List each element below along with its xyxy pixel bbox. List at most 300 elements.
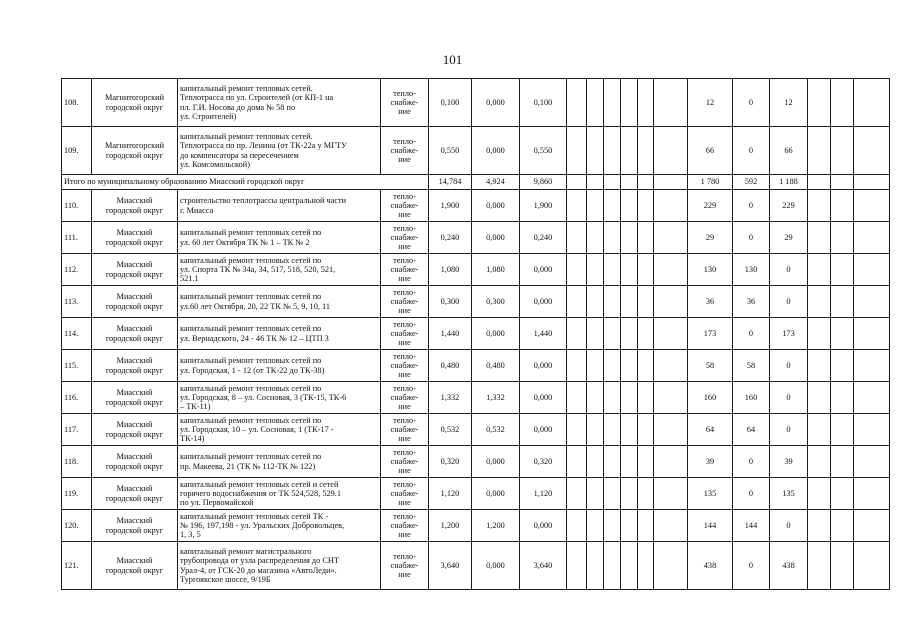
amount-cell-3: 66 xyxy=(770,127,808,175)
amount-cell-3: 173 xyxy=(770,318,808,350)
empty-cell xyxy=(831,414,854,446)
empty-cell xyxy=(567,446,587,478)
type-cell xyxy=(381,190,429,222)
empty-cell xyxy=(654,542,688,590)
type-cell-line: снабже- xyxy=(390,200,419,210)
municipality-cell xyxy=(92,350,178,382)
empty-cell xyxy=(604,175,621,190)
description-cell-line: строительство теплотрассы центральной части xyxy=(180,196,347,206)
value-cell-2: 0,000 xyxy=(472,79,520,127)
empty-cell xyxy=(831,175,854,190)
type-cell-line: тепло- xyxy=(393,223,416,233)
amount-cell-3: 0 xyxy=(770,286,808,318)
description-cell-line: 521.1 xyxy=(180,274,199,284)
description-cell xyxy=(178,222,381,254)
value-cell-3: 0,320 xyxy=(520,446,567,478)
empty-cell xyxy=(808,318,831,350)
municipality-cell-line: Миасский xyxy=(116,484,153,494)
municipality-cell-line: городской округ xyxy=(105,429,164,439)
empty-cell xyxy=(808,478,831,510)
type-cell-line: ние xyxy=(398,306,411,316)
empty-cell xyxy=(621,79,638,127)
empty-cell xyxy=(567,286,587,318)
value-cell-1: 1,120 xyxy=(429,478,472,510)
empty-cell xyxy=(654,414,688,446)
empty-cell xyxy=(587,478,604,510)
type-cell-line: ние xyxy=(398,530,411,540)
value-cell-1: 0,240 xyxy=(429,222,472,254)
row-number: 111. xyxy=(62,222,92,254)
empty-cell xyxy=(854,382,890,414)
value-cell-1: 1,332 xyxy=(429,382,472,414)
description-cell-line: ул. Городская, 10 – ул. Сосновая, 1 (ТК-17 - xyxy=(180,424,334,434)
municipality-cell-line: Магнитогорский xyxy=(104,93,165,103)
municipality-cell-line: Миасский xyxy=(116,324,153,334)
empty-cell xyxy=(567,414,587,446)
municipality-cell-line: городской округ xyxy=(105,301,164,311)
empty-cell xyxy=(638,79,654,127)
description-cell-line: по ул. Первомайской xyxy=(180,498,254,508)
empty-cell xyxy=(567,350,587,382)
empty-cell xyxy=(587,286,604,318)
empty-cell xyxy=(654,79,688,127)
empty-cell xyxy=(808,222,831,254)
empty-cell xyxy=(808,382,831,414)
empty-cell xyxy=(587,175,604,190)
type-cell-line: ние xyxy=(398,210,411,220)
description-cell-line: капитальный ремонт тепловых сетей по xyxy=(180,452,322,462)
empty-cell xyxy=(604,478,621,510)
municipality-cell-line: Миасский xyxy=(116,196,153,206)
description-cell-line: Теплотрасса по пр. Ленина (от ТК-22а у МГТУ xyxy=(180,141,347,151)
description-cell xyxy=(178,542,381,590)
empty-cell xyxy=(621,382,638,414)
description-cell-line: – ТК-11) xyxy=(180,402,211,412)
municipality-cell-line: Миасский xyxy=(116,388,153,398)
amount-cell-1: 29 xyxy=(688,222,733,254)
table-row xyxy=(62,478,890,510)
subtotal-amount-2: 592 xyxy=(733,175,770,190)
type-cell-line: снабже- xyxy=(390,97,419,107)
municipality-cell-line: городской округ xyxy=(105,150,164,160)
empty-cell xyxy=(854,446,890,478)
empty-cell xyxy=(604,542,621,590)
amount-cell-3: 0 xyxy=(770,254,808,286)
amount-cell-1: 64 xyxy=(688,414,733,446)
empty-cell xyxy=(831,318,854,350)
description-cell-line: Теплотрасса по ул. Строителей (от КП-1 на xyxy=(180,93,334,103)
municipality-cell xyxy=(92,414,178,446)
empty-cell xyxy=(831,446,854,478)
amount-cell-1: 130 xyxy=(688,254,733,286)
type-cell-line: ние xyxy=(398,498,411,508)
amount-cell-3: 438 xyxy=(770,542,808,590)
amount-cell-2: 0 xyxy=(733,79,770,127)
empty-cell xyxy=(567,190,587,222)
value-cell-3: 0,000 xyxy=(520,254,567,286)
table-row xyxy=(62,254,890,286)
empty-cell xyxy=(567,127,587,175)
value-cell-1: 0,320 xyxy=(429,446,472,478)
type-cell-line: тепло- xyxy=(393,88,416,98)
type-cell-line: тепло- xyxy=(393,136,416,146)
amount-cell-1: 66 xyxy=(688,127,733,175)
empty-cell xyxy=(808,175,831,190)
amount-cell-1: 135 xyxy=(688,478,733,510)
value-cell-1: 0,532 xyxy=(429,414,472,446)
type-cell-line: снабже- xyxy=(390,232,419,242)
type-cell-line: тепло- xyxy=(393,511,416,521)
description-cell-line: 1, 3, 5 xyxy=(180,530,201,540)
empty-cell xyxy=(854,318,890,350)
empty-cell xyxy=(587,542,604,590)
type-cell-line: ние xyxy=(398,434,411,444)
type-cell xyxy=(381,542,429,590)
table-row xyxy=(62,286,890,318)
subtotal-value-2: 4,924 xyxy=(472,175,520,190)
type-cell-line: ние xyxy=(398,107,411,117)
type-cell-line: тепло- xyxy=(393,551,416,561)
municipality-cell-line: Миасский xyxy=(116,452,153,462)
empty-cell xyxy=(638,350,654,382)
subtotal-amount-3: 1 188 xyxy=(770,175,808,190)
empty-cell xyxy=(854,190,890,222)
type-cell-line: тепло- xyxy=(393,191,416,201)
empty-cell xyxy=(808,350,831,382)
type-cell-line: снабже- xyxy=(390,560,419,570)
amount-cell-2: 144 xyxy=(733,510,770,542)
empty-cell xyxy=(587,510,604,542)
type-cell-line: ние xyxy=(398,242,411,252)
amount-cell-2: 58 xyxy=(733,350,770,382)
type-cell-line: тепло- xyxy=(393,319,416,329)
description-cell-line: ТК-14) xyxy=(180,434,205,444)
amount-cell-3: 12 xyxy=(770,79,808,127)
description-cell-line: капитальный ремонт тепловых сетей по xyxy=(180,356,322,366)
row-number: 121. xyxy=(62,542,92,590)
municipality-cell xyxy=(92,510,178,542)
table-row xyxy=(62,127,890,175)
empty-cell xyxy=(604,382,621,414)
value-cell-3: 0,000 xyxy=(520,350,567,382)
type-cell-line: снабже- xyxy=(390,264,419,274)
empty-cell xyxy=(621,350,638,382)
empty-cell xyxy=(831,382,854,414)
municipality-cell xyxy=(92,382,178,414)
empty-cell xyxy=(808,286,831,318)
empty-cell xyxy=(831,542,854,590)
empty-cell xyxy=(831,254,854,286)
municipality-cell-line: городской округ xyxy=(105,237,164,247)
description-cell-line: ул. Спорта ТК № 34а, 34, 517, 518, 520, 521, xyxy=(180,264,336,274)
empty-cell xyxy=(604,350,621,382)
amount-cell-2: 0 xyxy=(733,318,770,350)
municipality-cell xyxy=(92,127,178,175)
row-number: 117. xyxy=(62,414,92,446)
type-cell xyxy=(381,79,429,127)
municipality-cell-line: Миасский xyxy=(116,228,153,238)
type-cell xyxy=(381,478,429,510)
municipality-cell xyxy=(92,318,178,350)
municipality-cell xyxy=(92,478,178,510)
type-cell xyxy=(381,254,429,286)
value-cell-2: 0,000 xyxy=(472,222,520,254)
empty-cell xyxy=(638,318,654,350)
type-cell-line: снабже- xyxy=(390,520,419,530)
description-cell-line: г. Миасса xyxy=(180,205,214,215)
value-cell-1: 1,440 xyxy=(429,318,472,350)
municipality-cell xyxy=(92,286,178,318)
description-cell-line: ул. Городская, 8 – ул. Сосновая, 3 (ТК-15, ТК-6 xyxy=(180,392,347,402)
value-cell-2: 1,080 xyxy=(472,254,520,286)
description-cell-line: ул. 60 лет Октября ТК № 1 – ТК № 2 xyxy=(180,237,310,247)
empty-cell xyxy=(621,446,638,478)
value-cell-2: 1,332 xyxy=(472,382,520,414)
subtotal-value-1: 14,784 xyxy=(429,175,472,190)
type-cell-line: тепло- xyxy=(393,447,416,457)
municipality-cell-line: городской округ xyxy=(105,525,164,535)
table-body-subtotal xyxy=(62,175,890,190)
table-row xyxy=(62,79,890,127)
empty-cell xyxy=(604,510,621,542)
municipality-cell-line: Миасский xyxy=(116,292,153,302)
type-cell-line: тепло- xyxy=(393,383,416,393)
description-cell xyxy=(178,478,381,510)
description-cell xyxy=(178,79,381,127)
amount-cell-1: 12 xyxy=(688,79,733,127)
empty-cell xyxy=(621,222,638,254)
description-cell-line: капитальный ремонт тепловых сетей и сетей xyxy=(180,479,339,489)
municipality-cell xyxy=(92,190,178,222)
municipality-cell xyxy=(92,79,178,127)
row-number: 114. xyxy=(62,318,92,350)
row-number: 112. xyxy=(62,254,92,286)
amount-cell-2: 0 xyxy=(733,478,770,510)
empty-cell xyxy=(654,478,688,510)
empty-cell xyxy=(854,254,890,286)
value-cell-2: 0,000 xyxy=(472,446,520,478)
table-row xyxy=(62,414,890,446)
description-cell xyxy=(178,510,381,542)
empty-cell xyxy=(831,127,854,175)
value-cell-1: 0,480 xyxy=(429,350,472,382)
description-cell-line: капитальный ремонт тепловых сетей. xyxy=(180,131,313,141)
type-cell xyxy=(381,414,429,446)
type-cell-line: ние xyxy=(398,466,411,476)
subtotal-amount-1: 1 780 xyxy=(688,175,733,190)
empty-cell xyxy=(654,446,688,478)
empty-cell xyxy=(654,175,688,190)
empty-cell xyxy=(567,318,587,350)
row-number: 109. xyxy=(62,127,92,175)
empty-cell xyxy=(854,127,890,175)
empty-cell xyxy=(654,510,688,542)
empty-cell xyxy=(654,127,688,175)
value-cell-3: 0,000 xyxy=(520,286,567,318)
empty-cell xyxy=(831,478,854,510)
amount-cell-1: 144 xyxy=(688,510,733,542)
empty-cell xyxy=(808,190,831,222)
value-cell-2: 0,000 xyxy=(472,478,520,510)
empty-cell xyxy=(567,510,587,542)
empty-cell xyxy=(854,175,890,190)
table-body-lower xyxy=(62,190,890,590)
municipality-cell-line: Миасский xyxy=(116,260,153,270)
description-cell xyxy=(178,318,381,350)
table-row xyxy=(62,190,890,222)
amount-cell-2: 0 xyxy=(733,222,770,254)
type-cell-line: ние xyxy=(398,402,411,412)
table-body-upper xyxy=(62,79,890,175)
type-cell-line: тепло- xyxy=(393,415,416,425)
type-cell xyxy=(381,286,429,318)
value-cell-3: 1,440 xyxy=(520,318,567,350)
row-number: 120. xyxy=(62,510,92,542)
empty-cell xyxy=(638,175,654,190)
empty-cell xyxy=(567,79,587,127)
empty-cell xyxy=(621,254,638,286)
description-cell-line: ул. Городская, 1 - 12 (от ТК-22 до ТК-38) xyxy=(180,365,325,375)
description-cell-line: ул. Строителей) xyxy=(180,111,237,121)
empty-cell xyxy=(621,175,638,190)
amount-cell-3: 229 xyxy=(770,190,808,222)
municipality-cell-line: Миасский xyxy=(116,556,153,566)
empty-cell xyxy=(638,382,654,414)
type-cell xyxy=(381,382,429,414)
municipality-cell xyxy=(92,254,178,286)
amount-cell-3: 0 xyxy=(770,414,808,446)
type-cell-line: снабже- xyxy=(390,424,419,434)
empty-cell xyxy=(567,478,587,510)
value-cell-2: 1,200 xyxy=(472,510,520,542)
empty-cell xyxy=(638,542,654,590)
value-cell-2: 0,480 xyxy=(472,350,520,382)
empty-cell xyxy=(654,254,688,286)
empty-cell xyxy=(654,318,688,350)
empty-cell xyxy=(567,254,587,286)
municipality-cell-line: городской округ xyxy=(105,397,164,407)
description-cell xyxy=(178,446,381,478)
amount-cell-3: 39 xyxy=(770,446,808,478)
type-cell-line: ние xyxy=(398,570,411,580)
municipality-cell-line: городской округ xyxy=(105,565,164,575)
empty-cell xyxy=(621,542,638,590)
empty-cell xyxy=(621,510,638,542)
empty-cell xyxy=(638,190,654,222)
empty-cell xyxy=(638,222,654,254)
amount-cell-1: 58 xyxy=(688,350,733,382)
empty-cell xyxy=(604,190,621,222)
description-cell-line: капитальный ремонт тепловых сетей по xyxy=(180,292,322,302)
amount-cell-2: 160 xyxy=(733,382,770,414)
amount-cell-1: 438 xyxy=(688,542,733,590)
empty-cell xyxy=(567,382,587,414)
amount-cell-2: 64 xyxy=(733,414,770,446)
description-cell xyxy=(178,254,381,286)
empty-cell xyxy=(638,446,654,478)
type-cell xyxy=(381,222,429,254)
amount-cell-1: 36 xyxy=(688,286,733,318)
description-cell-line: горячего водоснабжения от ТК 524,528, 529.1 xyxy=(180,488,342,498)
empty-cell xyxy=(854,414,890,446)
description-cell xyxy=(178,350,381,382)
table-row xyxy=(62,350,890,382)
value-cell-1: 1,080 xyxy=(429,254,472,286)
municipality-cell-line: городской округ xyxy=(105,365,164,375)
value-cell-1: 1,900 xyxy=(429,190,472,222)
municipality-cell-line: городской округ xyxy=(105,493,164,503)
amount-cell-1: 160 xyxy=(688,382,733,414)
empty-cell xyxy=(831,190,854,222)
empty-cell xyxy=(587,254,604,286)
type-cell xyxy=(381,127,429,175)
empty-cell xyxy=(654,382,688,414)
empty-cell xyxy=(621,414,638,446)
empty-cell xyxy=(808,127,831,175)
value-cell-1: 0,550 xyxy=(429,127,472,175)
type-cell xyxy=(381,510,429,542)
empty-cell xyxy=(638,286,654,318)
empty-cell xyxy=(854,542,890,590)
municipality-cell-line: городской округ xyxy=(105,205,164,215)
empty-cell xyxy=(604,222,621,254)
description-cell xyxy=(178,286,381,318)
type-cell-line: тепло- xyxy=(393,255,416,265)
empty-cell xyxy=(587,79,604,127)
type-cell-line: тепло- xyxy=(393,287,416,297)
amount-cell-3: 135 xyxy=(770,478,808,510)
empty-cell xyxy=(808,446,831,478)
empty-cell xyxy=(831,222,854,254)
municipality-cell-line: Миасский xyxy=(116,420,153,430)
empty-cell xyxy=(831,79,854,127)
table-row xyxy=(62,382,890,414)
type-cell-line: тепло- xyxy=(393,351,416,361)
row-number: 119. xyxy=(62,478,92,510)
empty-cell xyxy=(604,254,621,286)
table-row xyxy=(62,222,890,254)
municipality-cell xyxy=(92,446,178,478)
municipality-cell-line: Миасский xyxy=(116,516,153,526)
empty-cell xyxy=(604,318,621,350)
type-cell-line: снабже- xyxy=(390,488,419,498)
type-cell-line: ние xyxy=(398,274,411,284)
amount-cell-1: 173 xyxy=(688,318,733,350)
empty-cell xyxy=(587,382,604,414)
empty-cell xyxy=(567,175,587,190)
empty-cell xyxy=(604,286,621,318)
type-cell xyxy=(381,446,429,478)
municipality-cell-line: городской округ xyxy=(105,269,164,279)
description-cell xyxy=(178,382,381,414)
row-number: 108. xyxy=(62,79,92,127)
empty-cell xyxy=(604,127,621,175)
value-cell-2: 0,300 xyxy=(472,286,520,318)
description-cell-line: капитальный ремонт тепловых сетей по xyxy=(180,415,322,425)
empty-cell xyxy=(638,414,654,446)
value-cell-1: 0,300 xyxy=(429,286,472,318)
empty-cell xyxy=(621,190,638,222)
description-cell-line: ул. Комсомольской) xyxy=(180,159,250,169)
empty-cell xyxy=(621,478,638,510)
amount-cell-3: 29 xyxy=(770,222,808,254)
value-cell-3: 0,000 xyxy=(520,382,567,414)
empty-cell xyxy=(587,350,604,382)
value-cell-2: 0,000 xyxy=(472,542,520,590)
empty-cell xyxy=(587,127,604,175)
amount-cell-2: 0 xyxy=(733,446,770,478)
empty-cell xyxy=(854,350,890,382)
